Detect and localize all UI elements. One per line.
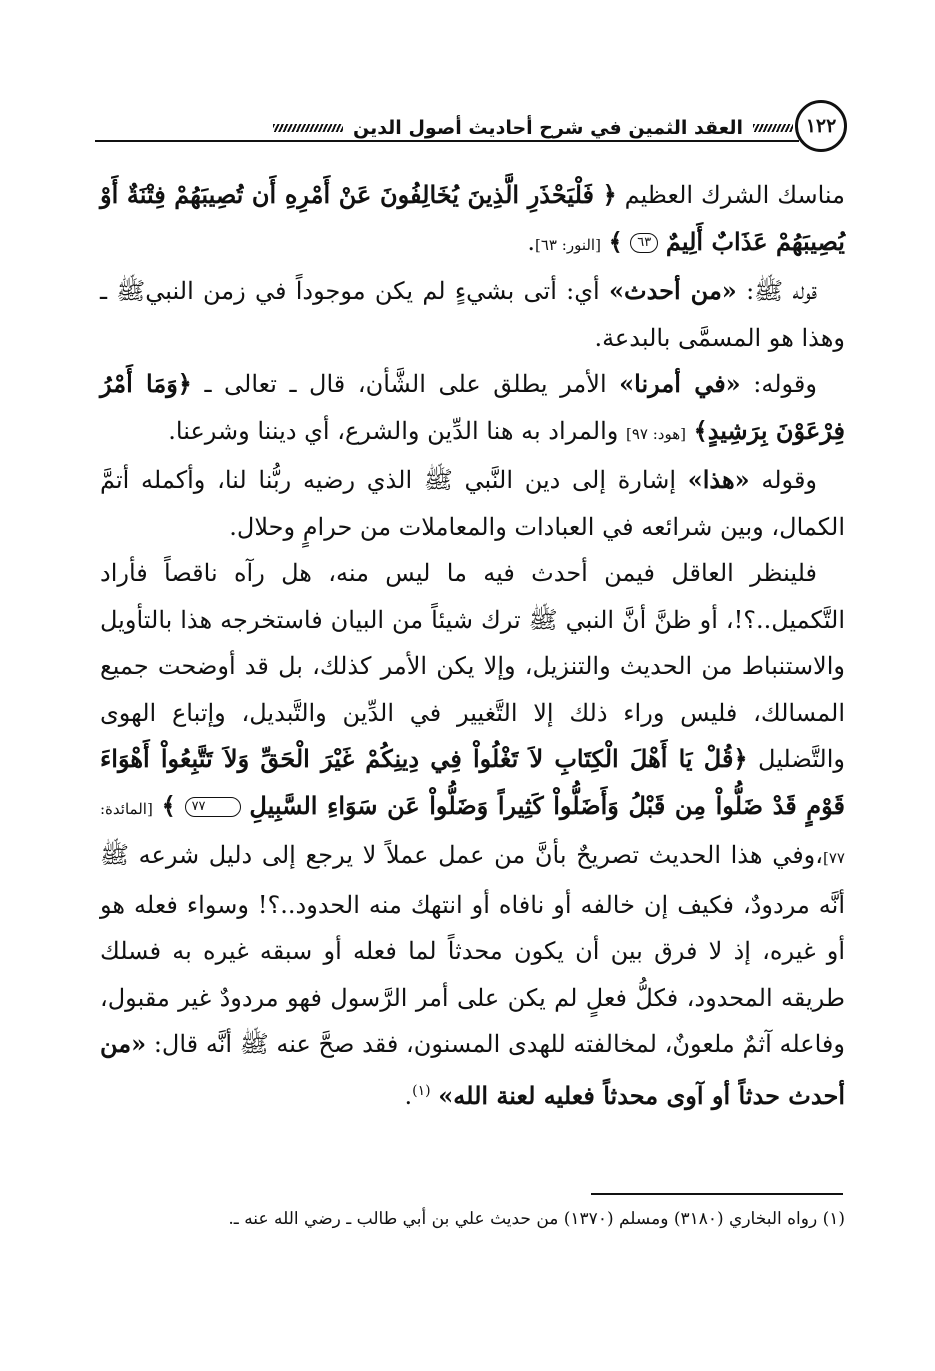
p1-end: . (527, 227, 536, 256)
p5-hadith-quote: «من أحدث حدثاً أو آوى محدثاً فعليه لعنة الله» (100, 1029, 845, 1110)
p5-text-2: ،وفي هذا الحديث تصريحٌ بأنَّ من عمل عملاً لا يرجع إلى دليل شرعه ﷺ أنَّه مردودٌ، فكيف إن خالفه أو نافاه أو انتهك منه الحدود..؟! وسواء فعله هو أو غيره، إذ لا فرق بين أن يكون محدثاً لما فعله أو سبقه غيره به فسلك طريقه المحدود، فكلُّ فعلٍ لم يكن على أمر الرَّسول فهو مردودٌ غير مقبول، وفاعله آثمٌ ملعونٌ، لمخالفته للهدى المسنون، فقد صحَّ عنه ﷺ أنَّه قال: (100, 841, 845, 1058)
paragraph-4 (100, 457, 845, 550)
paragraph-3 (100, 361, 845, 457)
paragraph-5 (100, 550, 845, 1119)
p2-text-1: قوله ﷺ: (746, 277, 818, 305)
p3-text-3: والمراد به هنا الدِّين والشرع، أي ديننا وشرعنا. (168, 416, 619, 445)
header-ornament-left (273, 124, 343, 132)
body-text (100, 172, 845, 1119)
footnote: (١) رواه البخاري (٣١٨٠) ومسلم (١٣٧٠) من حديث علي بن أبي طالب ـ رضي الله عنه ـ. (228, 1209, 845, 1229)
paragraph-2 (100, 268, 845, 361)
p2-hadith-phrase: «من أحدث» (608, 276, 737, 305)
p4-text-2: إشارة إلى دين النَّبي ﷺ الذي رضيه ربُّنا لنا، وأكمله أتمَّ الكمال، وبين شرائعه في العبادات والمعاملات من حرامٍ وحلال. (100, 466, 845, 541)
paragraph-1 (100, 172, 845, 268)
p3-quran-verse: ﴿وَمَا أَمْرُ فِرْعَوْنَ بِرَشِيدٍ﴾ (100, 369, 845, 445)
footnote-rule (591, 1193, 843, 1195)
header-rule (95, 140, 799, 142)
p1-quran-verse: ﴿ فَلْيَحْذَرِ الَّذِينَ يُخَالِفُونَ عَنْ أَمْرِهِ أَن تُصِيبَهُمْ فِتْنَةٌ أَوْ يُصِيبَهُمْ عَذَابٌ أَلِيمٌ (100, 180, 845, 256)
p1-text: مناسك الشرك العظيم (624, 181, 845, 209)
p3-text-1: وقوله: (753, 370, 817, 398)
p2-text-2: أي: أتى بشيءٍ لم يكن موجوداً في زمن النبيﷺ ـ وهذا هو المسمَّى بالبدعة. (100, 277, 845, 352)
footnote-marker[interactable]: (١) (412, 1082, 431, 1099)
p1-verse-reference: [النور: ٦٣] (535, 235, 601, 254)
p3-text-2: الأمر يطلق على الشَّأن، قال ـ تعالى ـ (204, 370, 607, 398)
p5-quran-close: ﴾ (161, 790, 176, 820)
header-ornament-right (753, 124, 793, 132)
p1-quran-close: ﴾ (608, 226, 623, 256)
p3-verse-reference: [هود: ٩٧] (626, 424, 686, 443)
page-header (95, 100, 847, 160)
p5-end: . (404, 1081, 413, 1110)
p4-hadith-phrase: «هذا» (687, 465, 750, 494)
p4-text-1: وقوله (761, 466, 817, 494)
p5-quran-verse: ﴿قُلْ يَا أَهْلَ الْكِتَابِ لاَ تَغْلُواْ فِي دِينِكُمْ غَيْرَ الْحَقِّ وَلاَ تَتَّبِعُواْ أَهْوَاءَ قَوْمٍ قَدْ ضَلُّواْ مِن قَبْلُ وَأَضَلُّواْ كَثِيراً وَضَلُّواْ عَن سَوَاءِ السَّبِيلِ (100, 744, 845, 820)
p1-ayah-number: ٦٣ (630, 233, 658, 253)
page-number: ١٢٢ (795, 100, 847, 152)
p3-hadith-phrase: «في أمرنا» (619, 369, 741, 398)
p5-ayah-number: ٧٧ (185, 797, 241, 817)
book-title: العقد الثمين في شرح أحاديث أصول الدين (352, 117, 743, 139)
p5-verse-reference: [المائدة: ٧٧] (100, 799, 845, 867)
p5-text-1: فلينظر العاقل فيمن أحدث فيه ما ليس منه، هل رآه ناقصاً فأراد التَّكميل..؟!، أو ظنَّ أنَّ النبي ﷺ ترك شيئاً من البيان فاستخرجه هذا بالتأويل والاستنباط من الحديث والتنزيل، وإلا يكن الأمر كذلك، بل قد أوضحت جميع المسالك، فليس وراء ذلك إلا التَّغيير في الدِّين والتَّبديل، وإتباع الهوى والتَّضليل (100, 559, 846, 773)
header-title-bar (95, 117, 799, 139)
